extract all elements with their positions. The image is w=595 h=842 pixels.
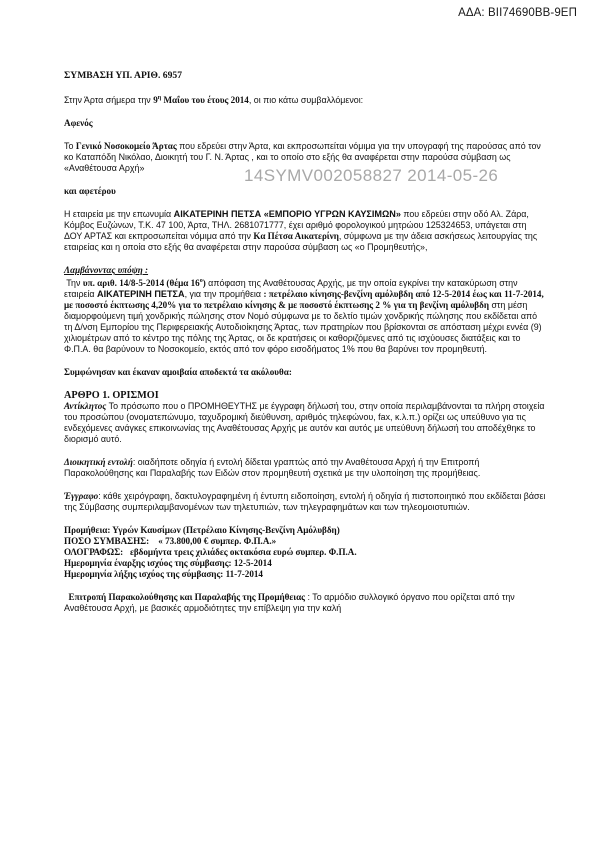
- last-term: Επιτροπή Παρακολούθησης και Παραλαβής της Προμήθειας: [68, 592, 306, 603]
- lamvanontas-heading: Λαμβάνοντας υπόψη :: [64, 265, 149, 276]
- lamv-company-name: ΑΙΚΑΤΕΡΙΝΗ ΠΕΤΣΑ: [97, 289, 185, 300]
- party2-text-b: που εδρεύει στην οδό Αλ. Ζάρα, Κόμβος Ευζώνων, Τ.Κ. 47 100, Άρτα, ΤΗΛ. 2681071777, έχει αριθμό φορολογικού μητρώου 125324653, υπάγεται στη ΔΟΥ ΑΡΤΑΣ και εκπροσωπείται νόμιμα από την: [64, 209, 529, 242]
- def2-body: : οιαδήποτε οδηγία ή εντολή δίδεται γραπτώς από την Αναθέτουσα Αρχή ή την Επιτροπή Παρακολούθησης και Παραλαβής των Ειδών στον προμηθευτή σχετικά με την υλοποίηση της προμήθειας.: [64, 457, 481, 479]
- lamv-ref: υπ. αριθ. 14/8-5-2014 (θέμα 16: [82, 278, 200, 289]
- party1-name: Γενικό Νοσοκομείο Άρτας: [75, 141, 177, 152]
- summary-line-end: [64, 569, 546, 580]
- def3-body: : κάθε χειρόγραφη, δακτυλογραφημένη ή έντυπη ειδοποίηση, εντολή ή οδηγία ή πιστοποιητικό που εκδίδεται βάσει της Σύμβασης συμπεριλαμβανομένων των τηλετυπιών, των τηλεγραφημάτων και των τηλεομοιοτυπιών.: [64, 491, 546, 513]
- summary-l4-value: 12-5-2014: [231, 558, 272, 569]
- last-body: : Το αρμόδιο συλλογικό όργανο που ορίζεται από την Αναθέτουσα Αρχή, με βασικές αρμοδιότητες την επίβλεψη για την καλή: [64, 592, 515, 614]
- lamv-text-a: Την: [66, 278, 83, 289]
- summary-l3-value: εβδομήντα τρεις χιλιάδες οκτακόσια ευρώ συμπερ. Φ.Π.Α.: [127, 547, 357, 558]
- party1-text-a: Το: [64, 141, 76, 152]
- summary-l3-label: ΟΛΟΓΡΑΦΩΣ:: [64, 547, 124, 558]
- summary-l5-label: Ημερομηνία λήξης ισχύος της σύμβασης: [64, 569, 221, 580]
- definition-antiklitos: [64, 401, 546, 445]
- contract-page: [64, 70, 546, 614]
- def3-term: Έγγραφο: [64, 491, 99, 502]
- summary-l4-label: Ημερομηνία έναρξης ισχύος της σύμβασης:: [64, 558, 232, 569]
- party2-name: ΑΙΚΑΤΕΡΙΝΗ ΠΕΤΣΑ «ΕΜΠΟΡΙΟ ΥΓΡΩΝ ΚΑΥΣΙΜΩΝ»: [173, 209, 401, 220]
- agreed-heading: Συμφώνησαν και έκαναν αμοιβαία αποδεκτά τα ακόλουθα:: [64, 367, 292, 378]
- party1-text-b: που εδρεύει στην Άρτα, και εκπροσωπείται νόμιμα για την υπογραφή της παρούσας από τον κο Καταπόδη Νικόλαο, Διοικητή του Γ. Ν. Άρτας , και το οποίο στο εξής θα αναφέρεται στην παρούσα σύμβαση ως «Αναθέτουσα Αρχή»: [64, 141, 541, 174]
- lamvanontas-paragraph: [64, 276, 546, 355]
- registry-stamp: 14SYMV002058827 2014-05-26: [244, 166, 499, 185]
- lamv-sup: ο: [199, 278, 203, 285]
- summary-line-start: [64, 558, 546, 569]
- summary-l2-value: « 73.800,00 € συμπερ. Φ.Π.Α.»: [158, 536, 277, 547]
- afenos-heading: Αφενός: [64, 118, 93, 129]
- def1-term: Αντίκλητος: [64, 401, 107, 412]
- lamv-text-b: απόφαση της Αναθέτουσας Αρχής, με την οποία εγκρίνει την κατακύρωση στην εταιρεία: [64, 278, 518, 300]
- definition-dioikitiki-entoli: [64, 457, 546, 479]
- article1-heading: ΑΡΘΡΟ 1. ΟΡΙΣΜΟΙ: [64, 390, 159, 402]
- intro-text-a: Στην Άρτα σήμερα την: [64, 95, 154, 106]
- intro-text-c: , οι πιο κάτω συμβαλλόμενοι:: [248, 95, 364, 106]
- summary-line-amount: [64, 536, 546, 547]
- lamv-text-e: στη μέση διαμορφούμενη τιμή χονδρικής πώλησης στον Νομό σύμφωνα με το δελτίο τιμών χονδρικής πώλησης που εκδίδεται από τη Δ/νση Εμπορίου της Περιφερειακής Αυτοδιοίκησης Άρτας, των πρατηρίων που βρίσκονται σε απόσταση μέχρι εννέα (9) χιλιομέτρων από το κέντρο της πόλης της Άρτας, οι δε κρατήσεις οι καθοριζόμενες από τις ισχύουσες διατάξεις και το Φ.Π.Α. θα βαρύνουν το Νοσοκομείο, εκτός από τον φόρο εισοδήματος 1% που θα βαρύνει τον προμηθευτή.: [64, 300, 542, 355]
- kai-afeterou-heading: και αφετέρου: [64, 186, 116, 197]
- summary-line-supply: [64, 525, 546, 536]
- intro-sup: η: [157, 95, 162, 101]
- lamv-ref-end: ): [202, 278, 206, 289]
- def2-term: Διοικητική εντολή: [64, 457, 133, 468]
- intro-date: Μαΐου του έτους 2014: [161, 95, 249, 106]
- intro-paragraph: [64, 93, 546, 106]
- party2-paragraph: [64, 209, 546, 253]
- lamv-terms: : πετρέλαιο κίνησης-βενζίνη αμόλυβδη από 12-5-2014 έως και 11-7-2014, με ποσοστό έκπτωσης 4,20% για το πετρέλαιο κίνησης & με ποσοστό έκπτωσης 2 % για τη βενζίνη αμόλυβδη: [64, 289, 544, 311]
- def1-body: Το πρόσωπο που ο ΠΡΟΜΗΘΕΥΤΗΣ με έγγραφη δήλωσή του, στην οποία περιλαμβάνονται τα πλήρη στοιχεία του προσώπου (ονοματεπώνυμο, ταχυδρομική διεύθυνση, αριθμός τηλεφώνου, fax, κ.λ.π.) ορίζει ως υπεύθυνο για τις ενδεχόμενες ανάγκες επικοινωνίας της Αναθέτουσας Αρχής με αυτόν και αυτός με υπεύθυνη δήλωσή του αποδέχθηκε το διορισμό αυτό.: [64, 401, 545, 445]
- intro-day: 9: [153, 95, 158, 106]
- party2-text-c: , σύμφωνα με την άδεια ασκήσεως λειτουργίας της εταιρείας και η οποία στο εξής θα αναφέρεται στην παρούσα σύμβαση ως «ο Προμηθευτής»,: [64, 231, 538, 253]
- definition-epitropi: [64, 592, 546, 614]
- summary-l5-value: : 11-7-2014: [220, 569, 263, 580]
- definition-eggrafo: [64, 491, 546, 513]
- party2-text-a: Η εταιρεία με την επωνυμία: [64, 209, 174, 220]
- summary-l1-label: Προμήθεια:: [64, 525, 111, 536]
- lamv-text-c: , για την προμήθεια: [184, 289, 264, 300]
- contract-title: ΣΥΜΒΑΣΗ ΥΠ. ΑΡΙΘ. 6957: [64, 70, 182, 81]
- summary-l1-value: Υγρών Καυσίμων (Πετρέλαιο Κίνησης-Βενζίνη Αμόλυβδη): [110, 525, 340, 536]
- party1-paragraph: [64, 141, 546, 174]
- ada-number: ΑΔΑ: ΒΙΙ74690ΒΒ-9ΕΠ: [458, 7, 577, 19]
- summary-l2-label: ΠΟΣΟ ΣΥΜΒΑΣΗΣ:: [64, 536, 150, 547]
- summary-line-words: [64, 547, 546, 558]
- party2-representative: Κα Πέτσα Αικατερίνη: [253, 231, 339, 242]
